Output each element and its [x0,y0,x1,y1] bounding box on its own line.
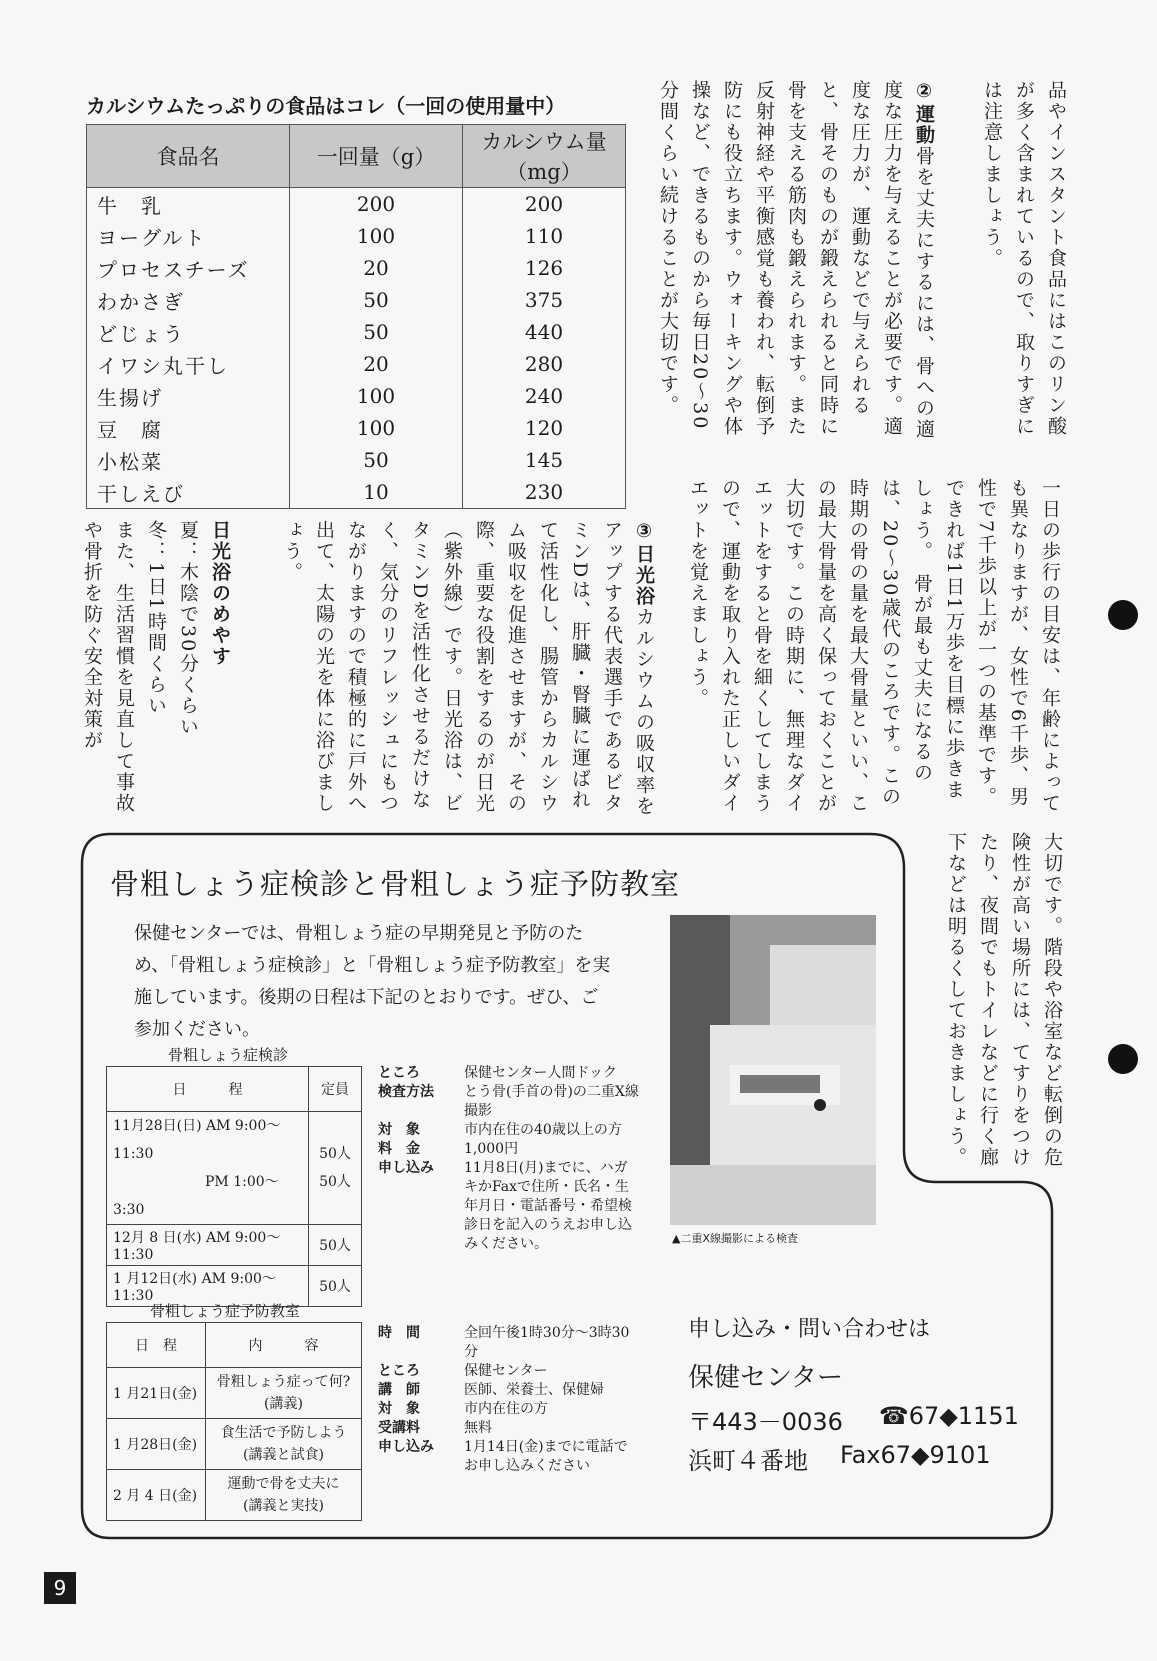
contact-fax[interactable]: Fax67◆9101 [840,1441,991,1469]
notice-intro: 保健センターでは、骨粗しょう症の早期発見と予防のため、「骨粗しょう症検診」と「骨粗しょう症予防教室」を実施しています。後期の日程は下記のとおりです。ぜひ、ご参加ください。 [134,923,611,1040]
sunbath-guide-heading: 日光浴のめやす [209,520,231,667]
info-value: 11月8日(月)までに、ハガキかFaxで住所・氏名・生年月日・電話番号・希望検診日を記入のうえお申し込みください。 [464,1160,632,1252]
food-name: 生揚げ [87,380,290,412]
class-header-content: 内 容 [206,1323,362,1368]
exam-schedule-table [106,1066,362,1307]
class-row [107,1470,362,1521]
sunbath-summer: 夏：木陰で30分くらい [177,520,199,738]
class-format: (講義と実技) [243,1498,324,1514]
info-row [378,1381,640,1400]
info-row [378,1064,640,1083]
exam-heading: 骨粗しょう症検診 [168,1046,289,1064]
exam-capacity: 50人 [319,1174,351,1190]
class-schedule-header [107,1323,362,1368]
info-row [378,1140,640,1159]
info-value: 医師、栄養士、保健婦 [464,1382,604,1398]
punch-hole-icon [1108,1044,1138,1074]
class-topic: 骨粗しょう症って何? [216,1374,351,1390]
food-name: 干しえび [87,476,290,509]
calcium-row [87,412,626,444]
calcium-amount: 240 [463,380,626,412]
serving-amount: 20 [290,348,463,380]
calcium-row [87,188,626,221]
info-value: 全回午後1時30分～3時30分 [464,1325,630,1360]
class-format: (講義) [264,1396,303,1412]
info-label: 受講料 [378,1420,420,1436]
food-name: どじょう [87,316,290,348]
serving-amount: 200 [290,188,463,221]
exam-date: 11月28日(日) [113,1118,202,1134]
exam-time: AM 9:00～11:30 [113,1118,281,1162]
info-row [378,1324,640,1362]
info-label: 申し込み [378,1160,434,1176]
info-label: 時 間 [378,1325,420,1341]
info-row [378,1400,640,1419]
info-label: ところ [378,1363,420,1379]
calcium-amount: 120 [463,412,626,444]
exam-row [107,1225,362,1266]
calcium-amount: 200 [463,188,626,221]
info-value: 保健センター [464,1363,548,1379]
serving-amount: 20 [290,252,463,284]
contact-postal: 〒443－0036 [688,1408,843,1436]
contact-tel[interactable]: ☎67◆1151 [878,1402,1019,1430]
info-value: とう骨(手首の骨)の二重X線撮影 [464,1084,639,1119]
exam-header-date: 日 程 [107,1067,309,1112]
exam-schedule-header [107,1067,362,1112]
calcium-amount: 145 [463,444,626,476]
food-name: イワシ丸干し [87,348,290,380]
bone-scan-photo [670,915,876,1225]
info-value: 市内在住の方 [464,1401,548,1417]
info-label: ところ [378,1065,420,1081]
column-1: 品やインスタント食品にはこのリン酸が多く含まれているので、取りすぎには注意しましょう。 [981,80,1067,437]
info-value: 1月14日(金)までに電話でお申し込みください [464,1439,628,1474]
calcium-row [87,380,626,412]
class-date: 1 月28日(金) [107,1419,206,1470]
contact-heading: 申し込み・問い合わせは [688,1317,931,1342]
food-name: ヨーグルト [87,220,290,252]
info-value: 1,000円 [464,1141,519,1157]
exam-time: AM 9:00～11:30 [113,1271,276,1304]
exam-row [107,1112,362,1225]
class-row [107,1419,362,1470]
class-date: 2 月 4 日(金) [107,1470,206,1521]
header-calcium: カルシウム量（mg） [463,125,626,188]
exam-capacity: 50人 [319,1146,351,1162]
section-heading-sunbath: ③日光浴 [633,520,655,607]
food-name: 小松菜 [87,444,290,476]
food-name: プロセスチーズ [87,252,290,284]
class-header-date: 日 程 [107,1323,206,1368]
calcium-amount: 280 [463,348,626,380]
column-5 [81,520,236,820]
class-date: 1 月21日(金) [107,1368,206,1419]
info-value: 市内在住の40歳以上の方 [464,1122,622,1138]
calcium-row [87,252,626,284]
page-number: 9 [44,1572,76,1604]
info-label: 対 象 [378,1122,420,1138]
contact-block [688,1312,1019,1476]
food-name: 牛 乳 [87,188,290,221]
serving-amount: 50 [290,444,463,476]
serving-amount: 50 [290,316,463,348]
serving-amount: 100 [290,380,463,412]
calcium-table-title: カルシウムたっぷりの食品はコレ（一回の使用量中） [86,94,566,118]
column-5-body: また、生活習慣を見直して事故や骨折を防ぐ安全対策が [81,520,135,814]
notice-title: 骨粗しょう症検診と骨粗しょう症予防教室 [110,867,681,901]
column-2 [640,80,940,440]
contact-address: 浜町４番地 [688,1447,808,1475]
calcium-row [87,444,626,476]
exam-capacity: 50人 [309,1225,362,1266]
exam-time: AM 9:00～11:30 [113,1230,281,1263]
info-label: 申し込み [378,1439,434,1455]
calcium-row [87,220,626,252]
photo-caption: ▲二重X線撮影による検査 [672,1232,798,1245]
class-topic: 運動で骨を丈夫に [227,1476,340,1492]
class-content-cell [206,1368,362,1419]
exam-date: 1 月12日(水) [113,1271,198,1287]
contact-org: 保健センター [688,1363,843,1393]
calcium-row [87,348,626,380]
calcium-row [87,316,626,348]
column-4 [240,520,660,820]
food-name: 豆 腐 [87,412,290,444]
header-amount: 一回量（g） [290,125,463,188]
exam-date-cell [107,1112,309,1225]
exam-time: PM 1:00～ 3:30 [113,1174,279,1218]
calcium-table [86,124,626,509]
column-3: 一日の歩行の目安は、年齢によっても異なりますが、女性で6千歩、男性で7千歩以上が一つの基準です。できれば1日1万歩を目標に歩きましょう。 骨が最も丈夫になるのは、20～30歳代のころです。この時期の骨の量を最大骨量といい、この最大骨量を高く保っておくことが大切です。この時期に、無理なダイエットをすると骨を細くしてしまうので、運動を取り入れた正しいダイエットを覚えましょう。 [687,478,1061,814]
column-6: 大切です。階段や浴室など転倒の危険性が高い場所には、てすりをつけたり、夜間でもトイレなどに行く廊下などは明るくしておきましょう。 [945,832,1063,1168]
info-label: 講 師 [378,1382,420,1398]
class-format: (講義と試食) [243,1447,324,1463]
info-row [378,1159,640,1254]
class-heading: 骨粗しょう症予防教室 [150,1302,301,1320]
serving-amount: 100 [290,412,463,444]
info-row [378,1438,640,1476]
info-row [378,1121,640,1140]
serving-amount: 50 [290,284,463,316]
column-4-body: カルシウムの吸収率をアップする代表選手であるビタミンDは、肝臓・腎臓に運ばれて活性化し、腸管からカルシウム吸収を促進させますが、その際、重要な役割をするのが日光（紫外線）です。日光浴は、ビタミンDを活性化させるだけなく、気分のリフレッシュにもつながりますので積極的に戸外へ出て、太陽の光を体に浴びましょう。 [281,520,655,817]
calcium-row [87,284,626,316]
info-label: 対 象 [378,1401,420,1417]
info-row [378,1083,640,1121]
class-schedule-table [106,1322,362,1521]
sunbath-winter: 冬：1日1時間くらい [145,520,167,717]
exam-capacity-cell [309,1112,362,1225]
exam-capacity: 50人 [309,1266,362,1307]
exam-info [378,1064,640,1254]
class-content-cell [206,1470,362,1521]
calcium-amount: 440 [463,316,626,348]
info-label: 料 金 [378,1141,420,1157]
class-content-cell [206,1419,362,1470]
calcium-amount: 375 [463,284,626,316]
calcium-amount: 110 [463,220,626,252]
calcium-table-header [87,125,626,188]
serving-amount: 100 [290,220,463,252]
food-name: わかさぎ [87,284,290,316]
serving-amount: 10 [290,476,463,509]
info-label: 検査方法 [378,1084,434,1100]
header-food: 食品名 [87,125,290,188]
calcium-row [87,476,626,509]
class-topic: 食生活で予防しよう [220,1425,347,1441]
info-value: 無料 [464,1420,492,1436]
exam-date-cell [107,1225,309,1266]
calcium-amount: 126 [463,252,626,284]
punch-hole-icon [1108,600,1138,630]
column-2-body: 骨を丈夫にするには、骨への適度な圧力を与えることが必要です。適度な圧力が、運動などで与えられると、骨そのものが鍛えられると同時に骨を支える筋肉も鍛えられます。また反射神経や平衡感覚も養われ、転倒予防にも役立ちます。ウォーキングや体操など、できるものから毎日20～30分間くらい続けることが大切です。 [657,80,935,440]
calcium-amount: 230 [463,476,626,509]
exam-date: 12月 8 日(水) [113,1230,202,1246]
exam-header-capacity: 定員 [309,1067,362,1112]
info-row [378,1362,640,1381]
info-row [378,1419,640,1438]
section-heading-exercise: ②運動 [913,80,935,146]
class-info [378,1324,640,1476]
info-value: 保健センター人間ドック [464,1065,617,1081]
class-row [107,1368,362,1419]
